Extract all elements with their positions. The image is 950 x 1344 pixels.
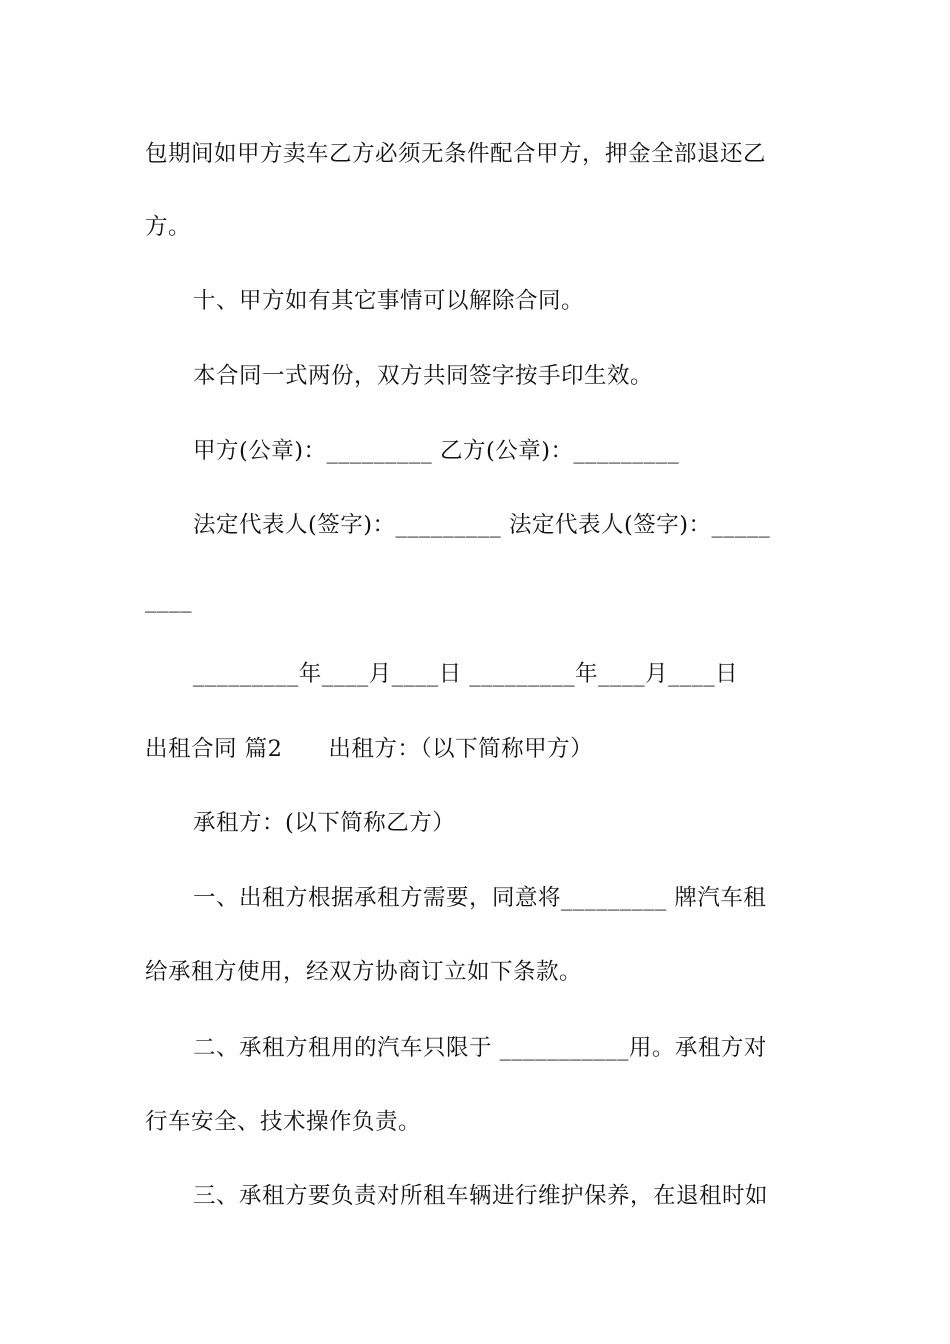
- clause-one-continuation: 给承租方使用，经双方协商订立如下条款。: [145, 959, 583, 985]
- party-seal-line: 甲方(公章)：_________ 乙方(公章)：_________: [193, 438, 680, 464]
- contract-copies-note: 本合同一式两份，双方共同签字按手印生效。: [193, 363, 654, 389]
- paragraph-line-2: 方。: [145, 214, 192, 240]
- signature-line-continuation: ____: [145, 587, 192, 613]
- clause-three: 三、承租方要负责对所租车辆进行维护保养，在退租时如: [193, 1183, 769, 1209]
- clause-one: 一、出租方根据承租方需要，同意将_________ 牌汽车租: [193, 885, 767, 911]
- paragraph-line-1: 包期间如甲方卖车乙方必须无条件配合甲方，押金全部退还乙: [145, 141, 767, 167]
- clause-two-continuation: 行车安全、技术操作负责。: [145, 1109, 422, 1135]
- date-line: _________年____月____日 _________年____月____日: [193, 661, 739, 687]
- lessee-line: 承租方：(以下简称乙方）: [193, 810, 456, 836]
- contract-2-heading: 出租合同 篇2 出租方：（以下简称甲方）: [145, 736, 594, 762]
- clause-ten: 十、甲方如有其它事情可以解除合同。: [193, 288, 585, 314]
- clause-two: 二、承租方租用的汽车只限于 ___________用。承租方对: [193, 1035, 767, 1061]
- representative-signature-line: 法定代表人(签字)：_________ 法定代表人(签字)：_____: [193, 512, 771, 538]
